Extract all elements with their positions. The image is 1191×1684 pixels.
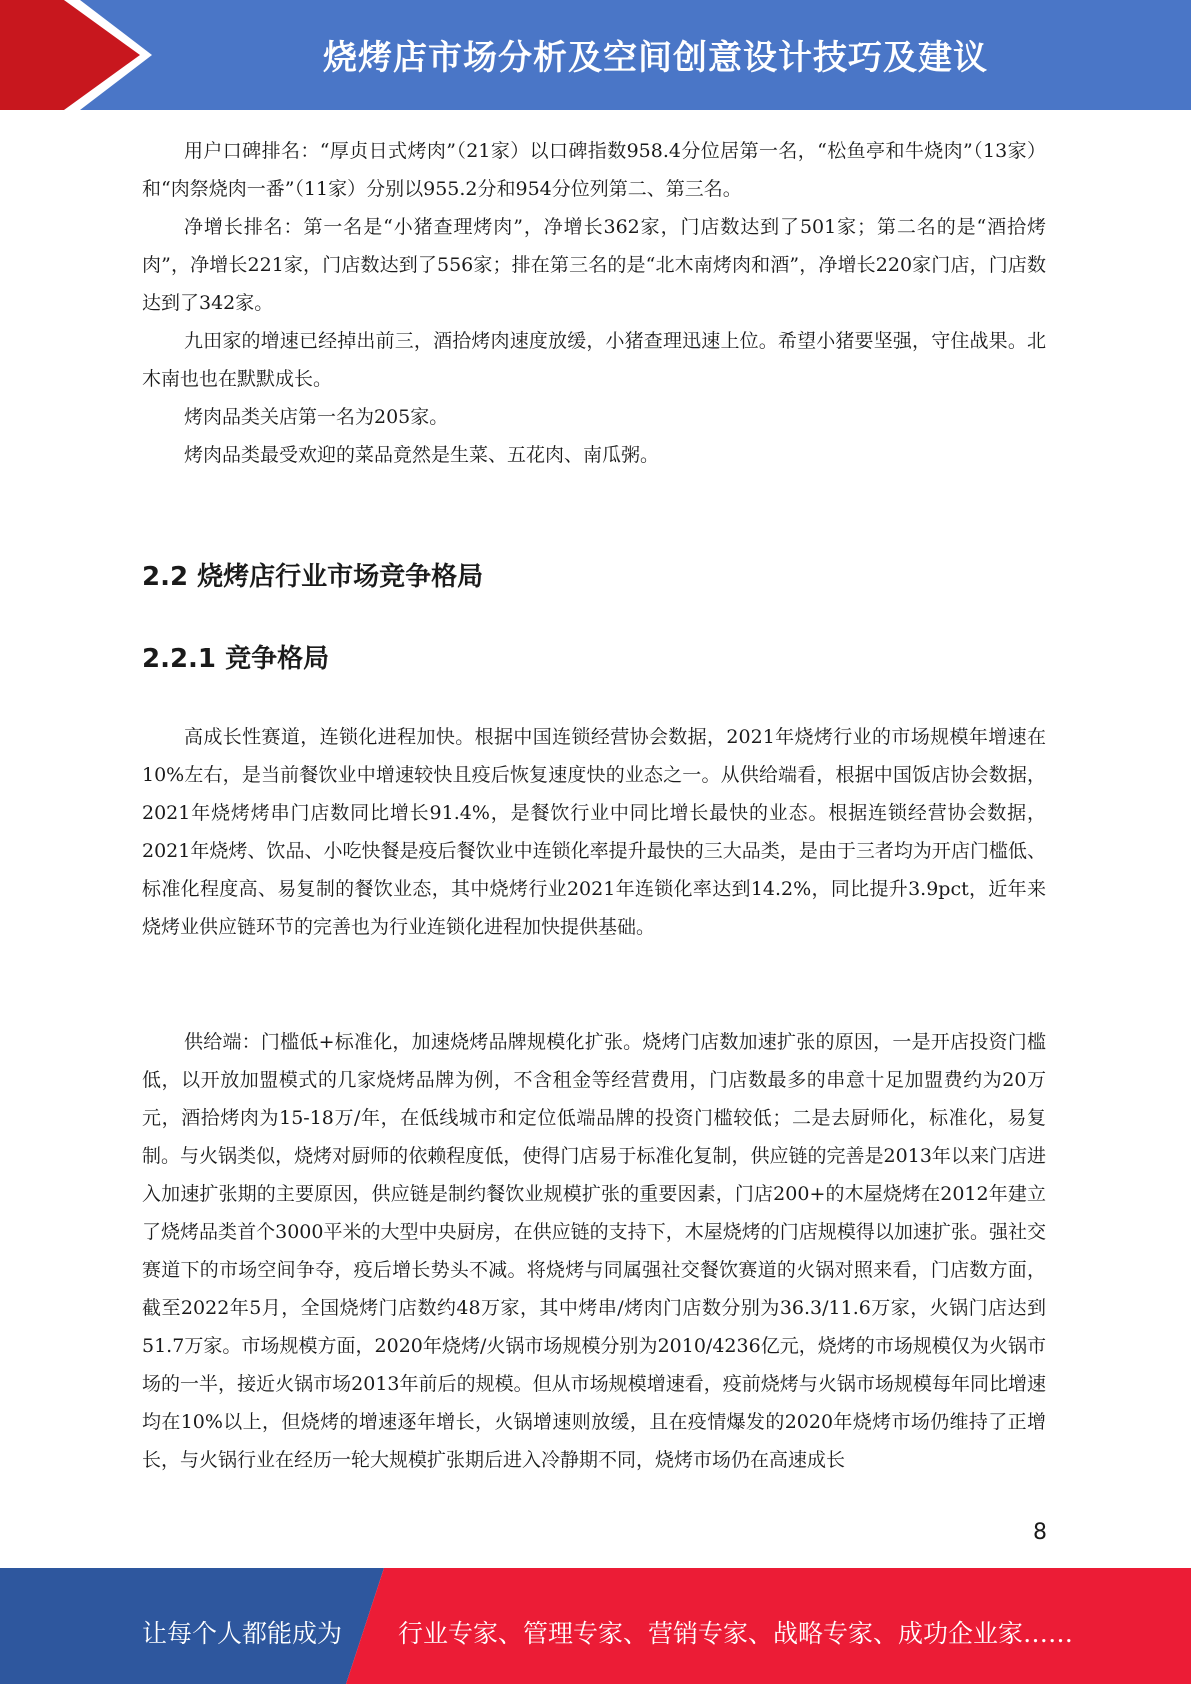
intro-section (142, 132, 1046, 474)
header-arrow-decoration (0, 0, 160, 110)
document-title: 烧烤店市场分析及空间创意设计技巧及建议 (323, 38, 988, 78)
paragraph-supply-side: 供给端：门槛低+标准化，加速烧烤品牌规模化扩张。烧烤门店数加速扩张的原因，一是开店投资门槛低，以开放加盟模式的几家烧烤品牌为例，不含租金等经营费用，门店数最多的串意十足加盟费约为20万元，酒拾烤肉为15-18万/年，在低线城市和定位低端品牌的投资门槛较低；二是去厨师化，标准化，易复制。与火锅类似，烧烤对厨师的依赖程度低，使得门店易于标准化复制，供应链的完善是2013年以来门店进入加速扩张期的主要原因，供应链是制约餐饮业规模扩张的重要因素，门店200+的木屋烧烤在2012年建立了烧烤品类首个3000平米的大型中央厨房，在供应链的支持下，木屋烧烤的门店规模得以加速扩张。强社交赛道下的市场空间争夺，疫后增长势头不减。将烧烤与同属强社交餐饮赛道的火锅对照来看，门店数方面，截至2022年5月，全国烧烤门店数约48万家，其中烤串/烤肉门店数分别为36.3/11.6万家，火锅门店达到51.7万家。市场规模方面，2020年烧烤/火锅市场规模分别为2010/4236亿元，烧烤的市场规模仅为火锅市场的一半，接近火锅市场2013年前后的规模。但从市场规模增速看，疫前烧烤与火锅市场规模每年同比增速均在10%以上，但烧烤的增速逐年增长，火锅增速则放缓，且在疫情爆发的2020年烧烤市场仍维持了正增长，与火锅行业在经历一轮大规模扩张期后进入冷静期不同，烧烤市场仍在高速成长 (142, 1031, 1046, 1471)
paragraph-net-growth-ranking: 净增长排名：第一名是“小猪查理烤肉”，净增长362家，门店数达到了501家；第二名的是“酒拾烤肉”，净增长221家，门店数达到了556家；排在第三名的是“北木南烤肉和酒”，净增长220家门店，门店数达到了342家。 (142, 216, 1046, 314)
footer-slogan-left: 让每个人都能成为 (142, 1619, 343, 1648)
competition-paragraph-1 (142, 718, 1046, 946)
paragraph-popular-dishes: 烤肉品类最受欢迎的菜品竟然是生菜、五花肉、南瓜粥。 (184, 444, 660, 466)
competition-paragraph-2 (142, 1023, 1046, 1479)
section-heading-2-2-1: 2.2.1 竞争格局 (142, 644, 330, 674)
paragraph-growth-comment: 九田家的增速已经掉出前三，酒拾烤肉速度放缓，小猪查理迅速上位。希望小猪要坚强，守住战果。北木南也也在默默成长。 (142, 330, 1046, 390)
paragraph-reputation-ranking: 用户口碑排名：“厚贞日式烤肉”（21家）以口碑指数958.4分位居第一名，“松鱼亭和牛烧肉”（13家）和“肉祭烧肉一番”（11家）分别以955.2分和954分位列第二、第三名。 (142, 140, 1046, 200)
paragraph-high-growth: 高成长性赛道，连锁化进程加快。根据中国连锁经营协会数据，2021年烧烤行业的市场规模年增速在10%左右，是当前餐饮业中增速较快且疫后恢复速度快的业态之一。从供给端看，根据中国饭店协会数据，2021年烧烤烤串门店数同比增长91.4%，是餐饮行业中同比增长最快的业态。根据连锁经营协会数据，2021年烧烤、饮品、小吃快餐是疫后餐饮业中连锁化率提升最快的三大品类，是由于三者均为开店门槛低、标准化程度高、易复制的餐饮业态，其中烧烤行业2021年连锁化率达到14.2%，同比提升3.9pct，近年来烧烤业供应链环节的完善也为行业连锁化进程加快提供基础。 (142, 726, 1046, 938)
page-number: 8 (1033, 1520, 1047, 1545)
page-header (0, 0, 1191, 110)
footer-slogan-right: 行业专家、管理专家、营销专家、战略专家、成功企业家…… (398, 1619, 1074, 1648)
section-heading-2-2: 2.2 烧烤店行业市场竞争格局 (142, 562, 484, 592)
paragraph-closures: 烤肉品类关店第一名为205家。 (184, 406, 449, 428)
page-footer (0, 1568, 1191, 1684)
